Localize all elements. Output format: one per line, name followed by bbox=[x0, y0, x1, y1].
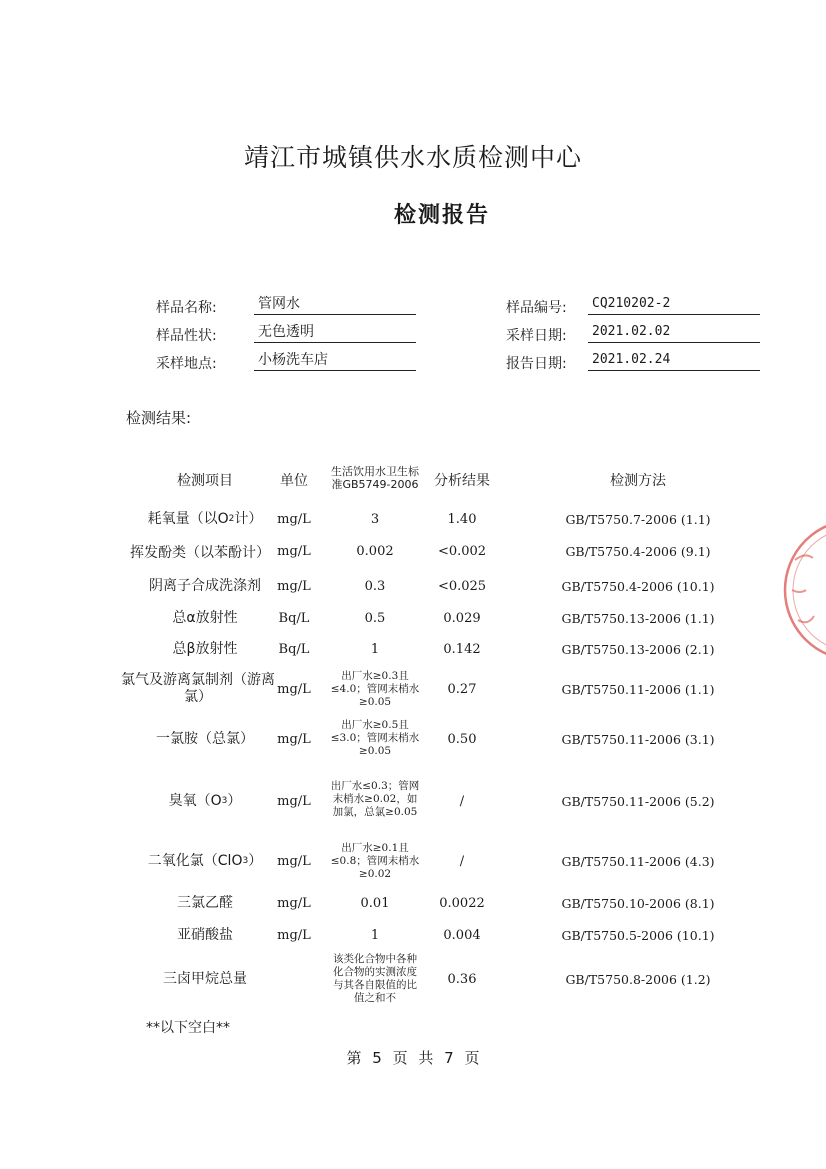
row-6-item: 氯气及游离氯制剂（游离氯） bbox=[121, 672, 275, 705]
red-seal-stamp bbox=[780, 500, 826, 680]
sample-location-value: 小杨洗车店 bbox=[254, 350, 416, 371]
row-9-standard: 出厂水≥0.1且≤0.8；管网末梢水≥0.02 bbox=[330, 841, 420, 880]
row-7-unit: mg/L bbox=[277, 731, 311, 747]
row-3-standard: 0.3 bbox=[364, 578, 386, 594]
row-10-result: 0.0022 bbox=[439, 895, 485, 911]
row-11-item: 亚硝酸盐 bbox=[177, 926, 233, 943]
row-2-unit: mg/L bbox=[277, 543, 311, 559]
row-7-method: GB/T5750.11-2006 (3.1) bbox=[561, 731, 715, 747]
row-12-standard: 该类化合物中各种化合物的实测浓度与其各自限值的比值之和不 bbox=[333, 953, 417, 1004]
row-12-unit bbox=[268, 968, 320, 990]
row-8-item-pre: 臭氧（O bbox=[168, 792, 222, 809]
row-2-standard: 0.002 bbox=[356, 543, 394, 559]
row-1-standard: 3 bbox=[370, 511, 380, 527]
sample-id-value: CQ210202-2 bbox=[588, 294, 760, 315]
row-12-method: GB/T5750.8-2006 (1.2) bbox=[565, 971, 711, 987]
header-item: 检测项目 bbox=[177, 473, 233, 489]
header-standard: 生活饮用水卫生标准GB5749-2006 bbox=[331, 465, 419, 491]
sample-property-label: 样品性状: bbox=[156, 328, 217, 344]
row-3-result: <0.025 bbox=[437, 578, 487, 594]
row-6-unit: mg/L bbox=[277, 681, 311, 697]
row-12-item: 三卤甲烷总量 bbox=[163, 970, 247, 987]
row-9-item-post: ） bbox=[248, 852, 263, 869]
row-11-standard: 1 bbox=[370, 927, 380, 943]
row-3-unit: mg/L bbox=[277, 578, 311, 594]
row-4-item: 总α放射性 bbox=[172, 609, 238, 626]
row-8-method: GB/T5750.11-2006 (5.2) bbox=[561, 793, 715, 809]
header-result: 分析结果 bbox=[434, 473, 490, 489]
sample-location-label: 采样地点: bbox=[156, 356, 217, 372]
row-11-method: GB/T5750.5-2006 (10.1) bbox=[561, 927, 715, 943]
row-4-result: 0.029 bbox=[443, 610, 481, 626]
row-1-item-pre: 耗氧量（以O bbox=[147, 510, 229, 527]
row-3-item: 阴离子合成洗涤剂 bbox=[149, 577, 261, 594]
report-date-label: 报告日期: bbox=[506, 356, 567, 372]
organization-name: 靖江市城镇供水水质检测中心 bbox=[243, 143, 582, 172]
row-6-method: GB/T5750.11-2006 (1.1) bbox=[561, 681, 715, 697]
row-8-item-post: ） bbox=[227, 792, 242, 809]
header-method: 检测方法 bbox=[610, 473, 666, 489]
sample-date-value: 2021.02.02 bbox=[588, 322, 760, 343]
row-8-item-sub: 3 bbox=[221, 795, 228, 806]
blank-note: **以下空白** bbox=[146, 1020, 230, 1036]
row-7-result: 0.50 bbox=[447, 731, 477, 747]
row-9-unit: mg/L bbox=[277, 853, 311, 869]
row-9-item-pre: 二氧化氯（ClO bbox=[147, 852, 243, 869]
row-2-method: GB/T5750.4-2006 (9.1) bbox=[565, 543, 711, 559]
row-5-item: 总β放射性 bbox=[172, 640, 238, 657]
row-1-item-post: 计） bbox=[234, 510, 263, 527]
row-11-unit: mg/L bbox=[277, 927, 311, 943]
row-11-result: 0.004 bbox=[443, 927, 481, 943]
row-1-result: 1.40 bbox=[447, 511, 477, 527]
page-number: 第 5 页 共 7 页 bbox=[346, 1049, 480, 1067]
row-8-unit: mg/L bbox=[277, 793, 311, 809]
results-label: 检测结果: bbox=[126, 409, 192, 427]
row-10-method: GB/T5750.10-2006 (8.1) bbox=[561, 895, 715, 911]
sample-name-value: 管网水 bbox=[254, 294, 416, 315]
row-1-method: GB/T5750.7-2006 (1.1) bbox=[565, 511, 711, 527]
row-6-result: 0.27 bbox=[447, 681, 477, 697]
sample-property-value: 无色透明 bbox=[254, 322, 416, 343]
sample-name-label: 样品名称: bbox=[156, 300, 217, 316]
row-4-standard: 0.5 bbox=[364, 610, 386, 626]
row-4-method: GB/T5750.13-2006 (1.1) bbox=[561, 610, 715, 626]
row-8-result: / bbox=[459, 793, 465, 809]
row-1-item-sub: 2 bbox=[228, 513, 235, 524]
row-1-unit: mg/L bbox=[277, 511, 311, 527]
report-date-value: 2021.02.24 bbox=[588, 350, 760, 371]
row-10-standard: 0.01 bbox=[360, 895, 390, 911]
row-6-standard: 出厂水≥0.3且≤4.0；管网末梢水≥0.05 bbox=[330, 669, 420, 708]
row-5-standard: 1 bbox=[370, 641, 380, 657]
row-4-unit: Bq/L bbox=[278, 610, 310, 626]
row-9-result: / bbox=[459, 853, 465, 869]
report-title: 检测报告 bbox=[393, 203, 490, 228]
sample-date-label: 采样日期: bbox=[506, 328, 567, 344]
header-unit: 单位 bbox=[280, 473, 308, 489]
row-2-item: 挥发酚类（以苯酚计） bbox=[130, 544, 270, 561]
sample-id-label: 样品编号: bbox=[506, 300, 567, 316]
row-5-method: GB/T5750.13-2006 (2.1) bbox=[561, 641, 715, 657]
row-10-item: 三氯乙醛 bbox=[177, 894, 233, 911]
row-12-result: 0.36 bbox=[447, 971, 477, 987]
row-9-item-sub: 3 bbox=[242, 855, 249, 866]
row-5-result: 0.142 bbox=[443, 641, 481, 657]
row-3-method: GB/T5750.4-2006 (10.1) bbox=[561, 578, 715, 594]
row-7-item: 一氯胺（总氯） bbox=[156, 730, 254, 747]
row-7-standard: 出厂水≥0.5且≤3.0；管网末梢水≥0.05 bbox=[330, 718, 420, 757]
row-5-unit: Bq/L bbox=[278, 641, 310, 657]
row-8-standard: 出厂水≤0.3；管网末梢水≥0.02，如加氯，总氯≥0.05 bbox=[330, 779, 420, 818]
row-2-result: <0.002 bbox=[437, 543, 487, 559]
row-9-method: GB/T5750.11-2006 (4.3) bbox=[561, 853, 715, 869]
row-10-unit: mg/L bbox=[277, 895, 311, 911]
